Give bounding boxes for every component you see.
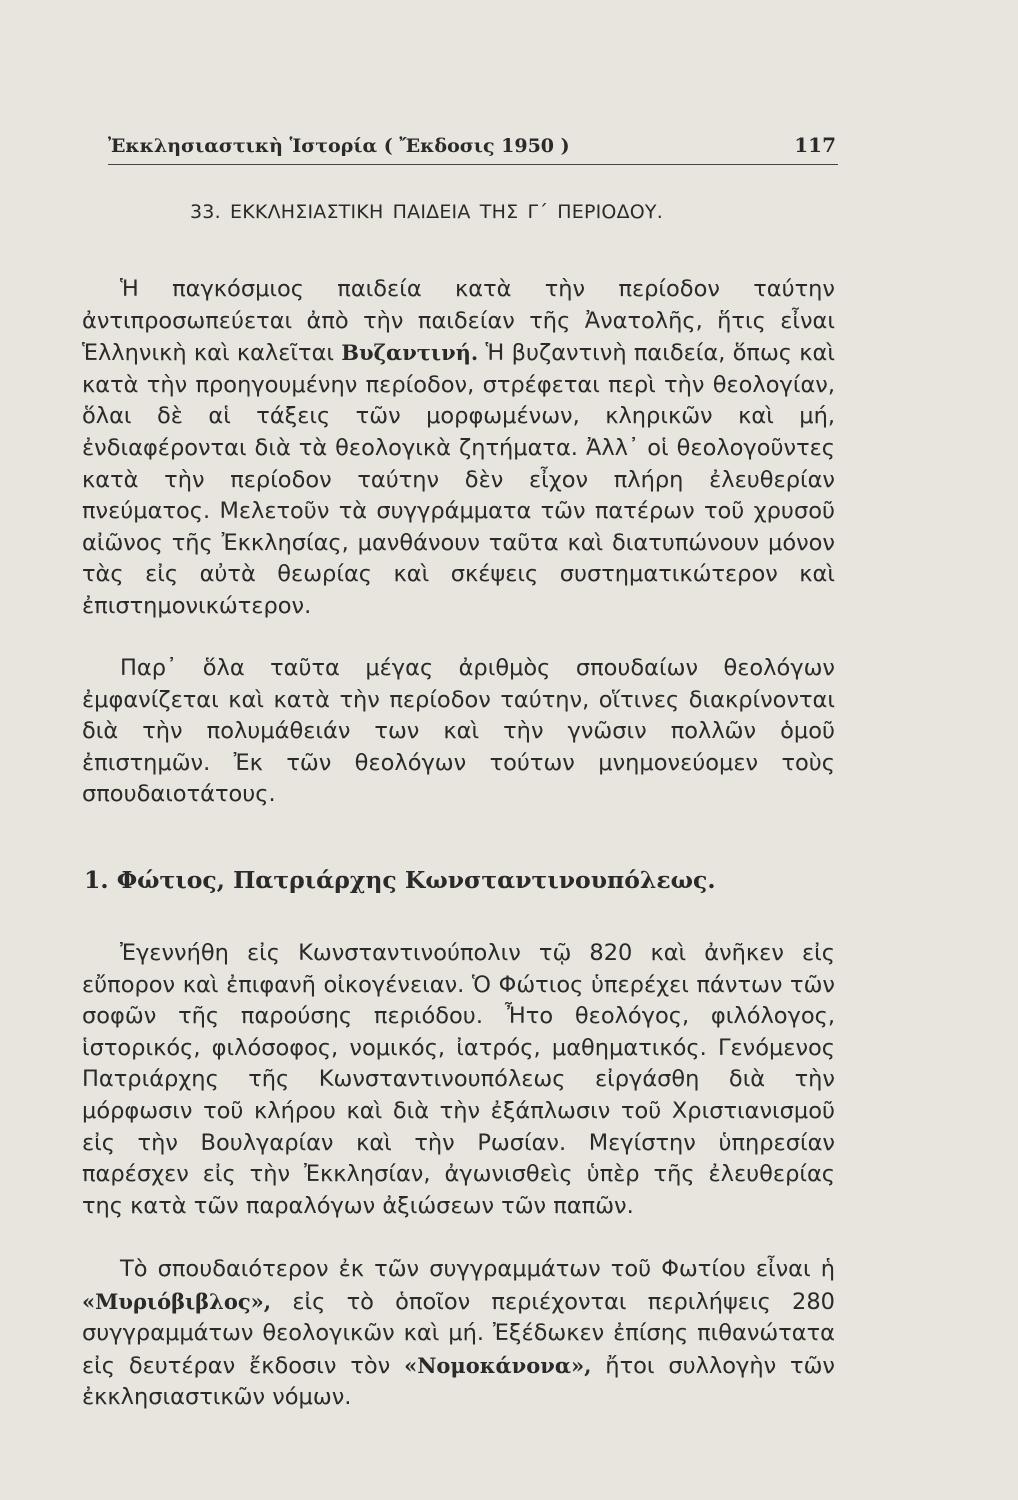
paragraph-4-text-a: Τὸ σπουδαιότερον ἐκ τῶν συγγραμμάτων τοῦ Φωτίου εἶναι ἡ bbox=[120, 1256, 835, 1282]
term-nomocanon: «Νομοκάνονα», bbox=[404, 1352, 592, 1378]
paragraph-4-text-b: εἰς τὸ ὁποῖον περιέχονται περιλήψεις 280 συγγραμμάτων θεολογικῶν καὶ μή. Ἐξέδωκεν ἐπίσης πιθανώτατα εἰς δευτέραν ἔκδοσιν τὸν bbox=[82, 1288, 835, 1379]
paragraph-4 bbox=[82, 1254, 835, 1414]
term-byzantine: Βυζαντινή. bbox=[341, 340, 479, 366]
paragraph-4-text-c: ἤτοι συλλογὴν τῶν ἐκκλησιαστικῶν νόμων. bbox=[82, 1352, 836, 1411]
paragraph-3-text: Ἐγεννήθη εἰς Κωνσταντινούπολιν τῷ 820 καὶ ἀνῆκεν εἰς εὔπορον καὶ ἐπιφανῆ οἰκογένειαν. Ὁ Φώτιος ὑπερέχει πάντων τῶν σοφῶν τῆς παρούσης περιόδου. Ἦτο θεολόγος, φιλόλογος, ἱστορικός, φιλόσοφος, νομικός, ἰατρός, μαθηματικός. Γενόμενος Πατριάρχης τῆς Κωνσταντινουπόλεως εἰργάσθη διὰ τὴν μόρφωσιν τοῦ κλήρου καὶ διὰ τὴν ἐξάπλωσιν τοῦ Χριστιανισμοῦ εἰς τὴν Βουλγαρίαν καὶ τὴν Ρωσίαν. Μεγίστην ὑπηρεσίαν παρέσχεν εἰς τὴν Ἐκκλησίαν, ἀγωνισθεὶς ὑπὲρ τῆς ἐλευθερίας της κατὰ τῶν παραλόγων ἀξιώσεων τῶν παπῶν. bbox=[82, 940, 835, 1219]
paragraph-3 bbox=[82, 938, 835, 1222]
paragraph-1-text-a: Ἡ παγκόσμιος παιδεία κατὰ τὴν περίοδον ταύτην ἀντιπροσωπεύεται ἀπὸ τὴν παιδείαν τῆς Ἀνατολῆς, ἥτις εἶναι Ἑλληνικὴ καὶ καλεῖται bbox=[82, 276, 835, 367]
term-myriobiblos: «Μυριόβιβλος», bbox=[82, 1288, 272, 1314]
page-number: 117 bbox=[794, 133, 836, 157]
paragraph-1-text-b: Ἡ βυζαντινὴ παιδεία, ὅπως καὶ κατὰ τὴν προηγουμένην περίοδον, στρέφεται περὶ τὴν θεολογίαν, ὅλαι δὲ αἱ τάξεις τῶν μορφωμένων, κληρικῶν καὶ μή, ἐνδιαφέρονται διὰ τὰ θεολογικὰ ζητήματα. Ἀλλ᾽ οἱ θεολογοῦντες κατὰ τὴν περίοδον ταύτην δὲν εἶχον πλήρη ἐλευθερίαν πνεύματος. Μελετοῦν τὰ συγγράμματα τῶν πατέρων τοῦ χρυσοῦ αἰῶνος τῆς Ἐκκλησίας, μανθάνουν ταῦτα καὶ διατυπώνουν μόνον τὰς εἰς αὐτὰ θεωρίας καὶ σκέψεις συστηματικώτερον καὶ ἐπιστημονικώτερον. bbox=[82, 340, 835, 619]
running-title: Ἐκκλησιαστικὴ Ἱστορία ( Ἔκδοσις 1950 ) bbox=[108, 135, 570, 157]
running-header bbox=[108, 132, 838, 165]
paragraph-1 bbox=[82, 274, 835, 623]
paragraph-2-text: Παρ᾽ ὅλα ταῦτα μέγας ἀριθμὸς σπουδαίων θεολόγων ἐμφανίζεται καὶ κατὰ τὴν περίοδον ταύτην, οἵτινες διακρίνονται διὰ τὴν πολυμάθειάν των καὶ τὴν γνῶσιν πολλῶν ὁμοῦ ἐπιστημῶν. Ἐκ τῶν θεολόγων τούτων μνημονεύομεν τοὺς σπουδαιοτάτους. bbox=[82, 655, 835, 808]
section-title: 33. ΕΚΚΛΗΣΙΑΣΤΙΚΗ ΠΑΙΔΕΙΑ ΤΗΣ Γ΄ ΠΕΡΙΟΔΟΥ. bbox=[190, 201, 663, 223]
subheading-photios: 1. Φώτιος, Πατριάρχης Κωνσταντινουπόλεως. bbox=[84, 866, 716, 894]
paragraph-2 bbox=[82, 653, 835, 811]
